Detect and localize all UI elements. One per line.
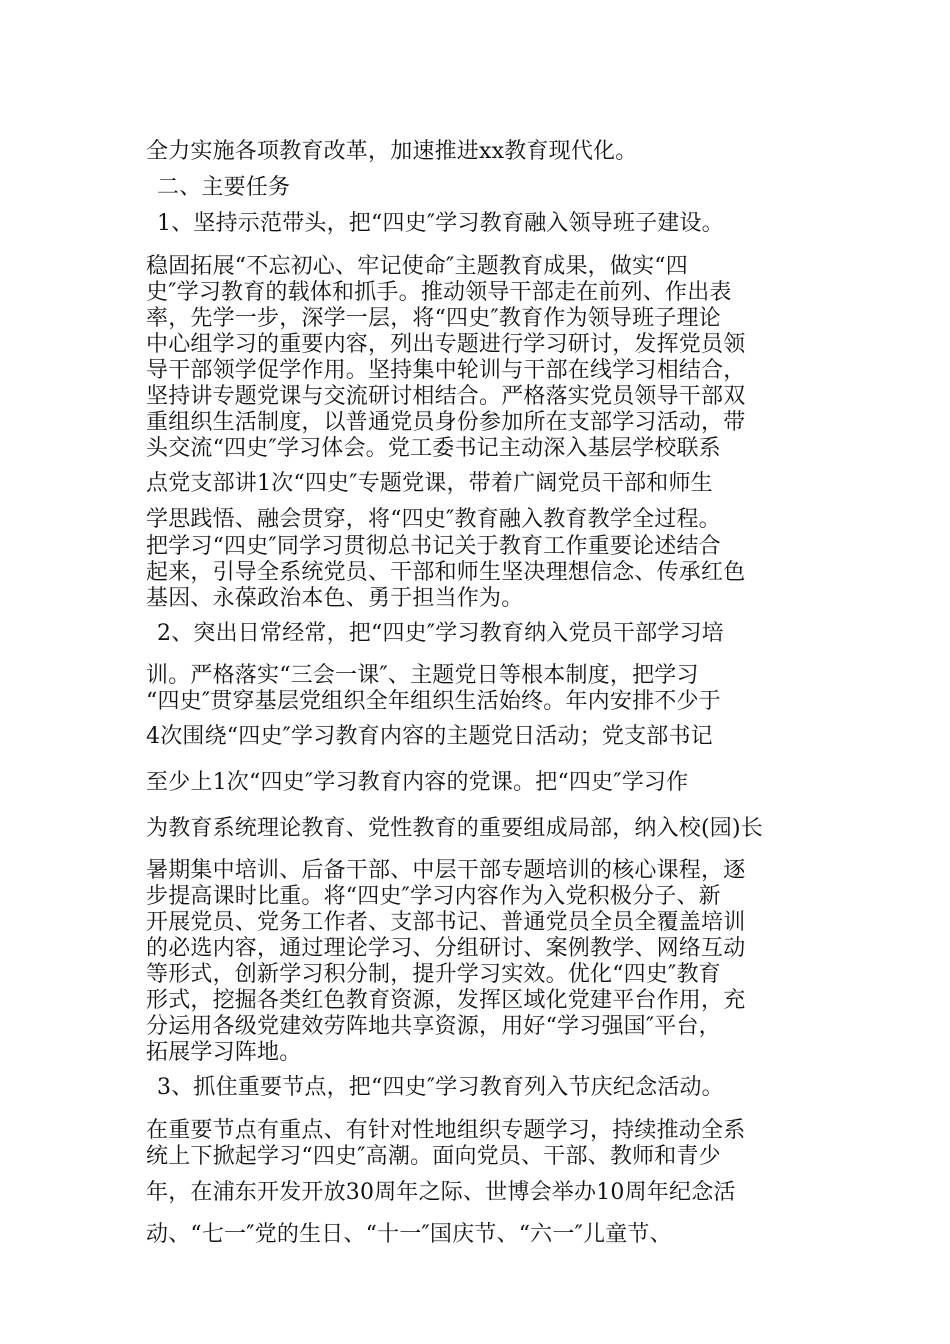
text-line: 在重要节点有重点、有针对性地组织专题学习，持续推动全系 <box>146 1118 746 1143</box>
text-line: 动、“七一″党的生日、“十一″国庆节、“六一″儿童节、 <box>146 1222 672 1247</box>
subsection-heading: 1、坚持示范带头，把“四史″学习教育融入领导班子建设。 <box>157 211 724 236</box>
text-line: 率，先学一步，深学一层，将“四史″教育作为领导班子理论 <box>146 306 721 331</box>
text-line: 学思践悟、融会贯穿，将“四史″教育融入教育教学全过程。 <box>146 507 721 532</box>
text-line: 头交流“四史″学习体会。党工委书记主动深入基层学校联系 <box>146 436 721 461</box>
text-line: 起来，引导全系统党员、干部和师生坚决理想信念、传承红色 <box>146 560 746 585</box>
text-line: 至少上1次“四史″学习教育内容的党课。把“四史″学习作 <box>146 770 689 795</box>
subsection-heading: 3、抓住重要节点，把“四史″学习教育列入节庆纪念活动。 <box>157 1075 724 1100</box>
text-line: 坚持讲专题党课与交流研讨相结合。严格落实党员领导干部双 <box>146 384 746 409</box>
text-line: 点党支部讲1次“四史″专题党课，带着广阔党员干部和师生 <box>146 471 713 496</box>
text-line: 训。严格落实“三会一课″、主题党日等根本制度，把学习 <box>146 663 699 688</box>
text-line: 形式，挖掘各类红色教育资源，发挥区域化党建平台作用，充 <box>146 988 746 1013</box>
text-line: 年，在浦东开发开放30周年之际、世博会举办10周年纪念活 <box>146 1180 736 1205</box>
text-line: 把学习“四史″同学习贯彻总书记关于教育工作重要论述结合 <box>146 534 721 559</box>
text-line: 史″学习教育的载体和抓手。推动领导干部走在前列、作出表 <box>146 280 732 305</box>
subsection-heading: 2、突出日常经常，把“四史″学习教育纳入党员干部学习培 <box>157 621 724 646</box>
text-line: 分运用各级党建效劳阵地共享资源，用好“学习强国″平台， <box>146 1014 721 1039</box>
text-line: 为教育系统理论教育、党性教育的重要组成局部，纳入校(园)长 <box>146 816 763 841</box>
text-line: 重组织生活制度，以普通党员身份参加所在支部学习活动，带 <box>146 410 746 435</box>
text-line: 开展党员、党务工作者、支部书记、普通党员全员全覆盖培训 <box>146 910 746 935</box>
text-line: 的必选内容，通过理论学习、分组研讨、案例教学、网络互动 <box>146 936 746 961</box>
text-line: 稳固拓展“不忘初心、牢记使命″主题教育成果，做实“四 <box>146 254 688 279</box>
text-line: 导干部领学促学作用。坚持集中轮训与干部在线学习相结合， <box>146 358 746 383</box>
text-line: 暑期集中培训、后备干部、中层干部专题培训的核心课程，逐 <box>146 858 746 883</box>
text-line: 基因、永葆政治本色、勇于担当作为。 <box>146 586 524 611</box>
section-heading: 二、主要任务 <box>157 175 291 200</box>
text-line: 统上下掀起学习“四史″高潮。面向党员、干部、教师和青少 <box>146 1144 721 1169</box>
text-line: 等形式，创新学习积分制，提升学习实效。优化“四史″教育 <box>146 962 721 987</box>
text-line: “四史″贯穿基层党组织全年组织生活始终。年内安排不少于 <box>146 689 721 714</box>
text-line: 步提高课时比重。将“四史″学习内容作为入党积极分子、新 <box>146 884 721 909</box>
text-line: 4次围绕“四史″学习教育内容的主题党日活动；党支部书记 <box>146 724 713 749</box>
text-line: 拓展学习阵地。 <box>146 1040 302 1065</box>
text-line: 中心组学习的重要内容，列出专题进行学习研讨，发挥党员领 <box>146 332 746 357</box>
text-line: 全力实施各项教育改革，加速推进xx教育现代化。 <box>146 139 638 164</box>
